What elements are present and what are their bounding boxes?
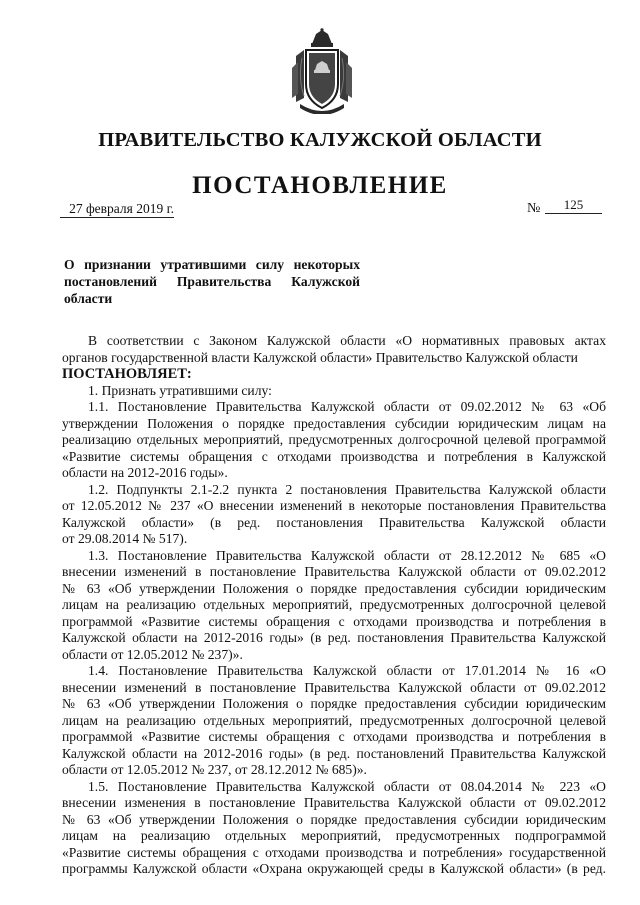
item-line: лицам на реализацию отдельных мероприятий, предусмотренных долгосрочной целевой bbox=[62, 712, 606, 728]
item-line: 1.3. Постановление Правительства Калужской области от 28.12.2012 № 685 «О bbox=[88, 547, 606, 563]
document-number-label: № bbox=[527, 201, 541, 216]
item-line: 1.2. Подпункты 2.1-2.2 пункта 2 постановления Правительства Калужской области bbox=[88, 481, 606, 497]
item-line: программой «Развитие системы обращения с отходами производства и потребления в bbox=[62, 729, 606, 744]
subject-line: О признании утратившими силу некоторых bbox=[64, 257, 360, 272]
item-line: утверждении Положения о порядке предоставления субсидии юридическим лицам на bbox=[62, 415, 606, 431]
preamble-line: В соответствии с Законом Калужской области «О нормативных правовых актах bbox=[88, 333, 606, 348]
item-line: от 12.05.2012 № 237 «О внесении изменений в некоторые постановления Правительства bbox=[62, 498, 606, 513]
document-subject bbox=[64, 256, 360, 307]
item-line: «Развитие системы обращения с отходами производства и потребления в Калужской bbox=[62, 448, 606, 464]
item-line: реализацию отдельных мероприятий, предусмотренных долгосрочной целевой программой bbox=[62, 432, 606, 447]
item-line: лицам на реализацию отдельных мероприятий, предусмотренных долгосрочной целевой bbox=[62, 597, 606, 612]
item-line: внесении изменения в постановление Правительства Калужской области от 09.02.2012 bbox=[62, 795, 606, 810]
item-line: № 63 «Об утверждении Положения о порядке предоставления субсидии юридическим bbox=[62, 580, 606, 596]
resolves-heading: ПОСТАНОВЛЯЕТ: bbox=[62, 366, 192, 382]
item-line: Калужской области на 2012-2016 годы» (в ред. постановлений Правительства Калужской bbox=[62, 745, 606, 761]
item-line: Калужской области на 2012-2016 годы» (в ред. постановления Правительства Калужской bbox=[62, 630, 606, 645]
preamble-line: органов государственной власти Калужской области» Правительство Калужской области bbox=[62, 349, 578, 365]
item-line: внесении изменений в постановление Правительства Калужской области от 09.02.2012 bbox=[62, 679, 606, 695]
document-number: 125 bbox=[545, 196, 602, 214]
coat-of-arms-icon bbox=[290, 28, 354, 114]
item-line: «Развитие системы обращения с отходами производства и потребления» государственной bbox=[62, 844, 606, 860]
subject-line: постановлений Правительства Калужской bbox=[64, 274, 360, 289]
item-line: области на 2012-2016 годы». bbox=[62, 465, 228, 480]
item-line: 1.5. Постановление Правительства Калужской области от 08.04.2014 № 223 «О bbox=[88, 778, 606, 794]
item-line: лицам на реализацию отдельных мероприятий, предусмотренных подпрограммой bbox=[62, 828, 606, 843]
item-line: программы Калужской области «Охрана окружающей среды в Калужской области» (в ред. bbox=[62, 861, 606, 876]
item-line: области от 12.05.2012 № 237, от 28.12.2012 № 685)». bbox=[62, 762, 367, 777]
item-line: от 29.08.2014 № 517). bbox=[62, 531, 188, 546]
item-line: 1.4. Постановление Правительства Калужской области от 17.01.2014 № 16 «О bbox=[88, 663, 606, 678]
item-line: Калужской области» (в ред. постановления Правительства Калужской области bbox=[62, 514, 606, 530]
document-date: 27 февраля 2019 г. bbox=[60, 200, 174, 218]
item-line: 1.1. Постановление Правительства Калужской области от 09.02.2012 № 63 «Об bbox=[88, 399, 606, 414]
document-type: ПОСТАНОВЛЕНИЕ bbox=[192, 172, 448, 199]
item-line: программой «Развитие системы обращения с отходами производства и потребления в bbox=[62, 613, 606, 629]
item-line: области от 12.05.2012 № 237)». bbox=[62, 646, 243, 662]
item-line: 1. Признать утратившими силу: bbox=[88, 382, 272, 398]
item-line: № 63 «Об утверждении Положения о порядке предоставления субсидии юридическим bbox=[62, 696, 606, 711]
item-line: № 63 «Об утверждении Положения о порядке предоставления субсидии юридическим bbox=[62, 811, 606, 827]
subject-line: области bbox=[64, 291, 113, 306]
organization-title: ПРАВИТЕЛЬСТВО КАЛУЖСКОЙ ОБЛАСТИ bbox=[98, 129, 542, 151]
document-body bbox=[62, 333, 606, 878]
item-line: внесении изменений в постановление Правительства Калужской области от 09.02.2012 bbox=[62, 564, 606, 579]
